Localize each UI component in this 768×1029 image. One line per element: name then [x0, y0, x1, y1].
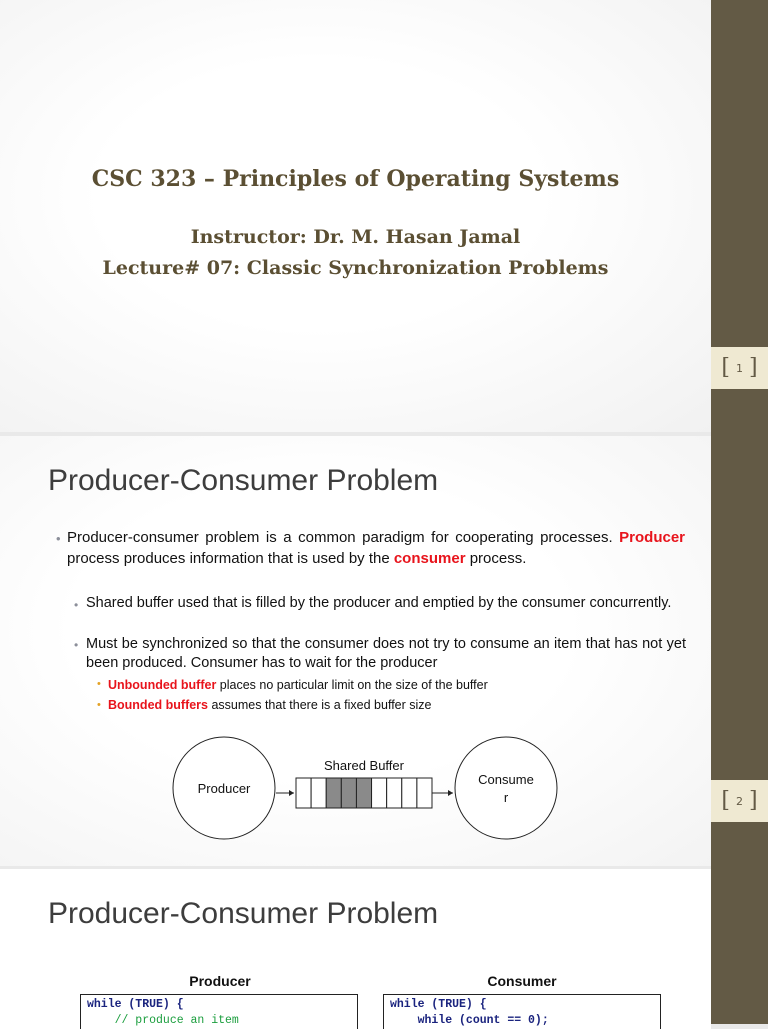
- slide-1[interactable]: [0, 0, 711, 432]
- code-line: while (TRUE) {: [390, 998, 487, 1011]
- page-number: 1: [736, 361, 743, 375]
- producer-highlight: Producer: [619, 529, 686, 546]
- slide-2[interactable]: [0, 436, 711, 866]
- bracket-left-icon: [: [721, 355, 730, 380]
- producer-heading: Producer: [189, 973, 251, 989]
- sub-sub-bullet-2: [108, 697, 688, 713]
- code-line: // produce an item: [87, 1014, 239, 1027]
- producer-label: Producer: [197, 781, 251, 796]
- bullet-icon: •: [97, 699, 101, 711]
- course-title: CSC 323 – Principles of Operating Systems: [91, 166, 620, 192]
- bounded-highlight: Bounded buffers: [108, 698, 208, 712]
- shared-buffer: [296, 778, 432, 808]
- bullet-1: [67, 527, 685, 569]
- instructor-line: Instructor: Dr. M. Hasan Jamal: [190, 226, 521, 248]
- bounded-text: assumes that there is a fixed buffer size: [208, 698, 432, 712]
- slide-3[interactable]: [0, 869, 711, 1029]
- slide-title: Producer-Consumer Problem: [48, 897, 439, 930]
- bracket-right-icon: ]: [749, 355, 758, 380]
- buffer-cell: [417, 778, 432, 808]
- slide-title: Producer-Consumer Problem: [48, 464, 439, 497]
- bullet-1-text-b: process produces information that is used by the: [67, 550, 394, 567]
- bullet-icon: •: [74, 598, 79, 612]
- buffer-cell: [387, 778, 402, 808]
- page-number-tab-1[interactable]: [711, 347, 768, 389]
- bracket-right-icon: ]: [749, 788, 758, 813]
- bullet-1-text-c: process.: [469, 550, 527, 567]
- buffer-cell: [326, 778, 341, 808]
- buffer-cell: [372, 778, 387, 808]
- consumer-label-line2: r: [503, 790, 509, 805]
- bullet-1-text-a: Producer-consumer problem is a common paradigm for cooperating processes.: [67, 529, 613, 546]
- sub-bullet-2: Must be synchronized so that the consumer does not try to consume an item that has not yet been produced. Consumer has to wait for the producer: [86, 636, 686, 671]
- buffer-cell: [402, 778, 417, 808]
- lecture-line: Lecture# 07: Classic Synchronization Problems: [102, 257, 609, 279]
- buffer-label: Shared Buffer: [324, 758, 404, 773]
- sub-sub-bullet-1: [108, 677, 688, 693]
- consumer-label-line1: Consume: [478, 772, 534, 787]
- unbounded-highlight: Unbounded buffer: [108, 678, 217, 692]
- consumer-circle: [455, 737, 557, 839]
- bullet-icon: •: [97, 678, 101, 690]
- unbounded-text: places no particular limit on the size of the buffer: [216, 678, 488, 692]
- page-number-tab-2[interactable]: [711, 780, 768, 822]
- bracket-left-icon: [: [721, 788, 730, 813]
- producer-consumer-diagram: [0, 726, 711, 856]
- consumer-heading: Consumer: [487, 973, 557, 989]
- sub-bullet-1: Shared buffer used that is filled by the producer and emptied by the consumer concurrently.: [86, 595, 672, 611]
- buffer-cell: [356, 778, 371, 808]
- arrow-in-head: [289, 790, 294, 796]
- bullet-icon: •: [56, 531, 61, 546]
- arrow-out-head: [448, 790, 453, 796]
- buffer-cell: [296, 778, 311, 808]
- bullet-icon: •: [74, 638, 79, 652]
- right-rail: [711, 0, 768, 1024]
- buffer-cell: [311, 778, 326, 808]
- code-line: while (TRUE) {: [87, 998, 184, 1011]
- page-number: 2: [736, 794, 743, 808]
- consumer-highlight: consumer: [393, 550, 466, 567]
- buffer-cell: [341, 778, 356, 808]
- code-line: while (count == 0);: [390, 1014, 549, 1027]
